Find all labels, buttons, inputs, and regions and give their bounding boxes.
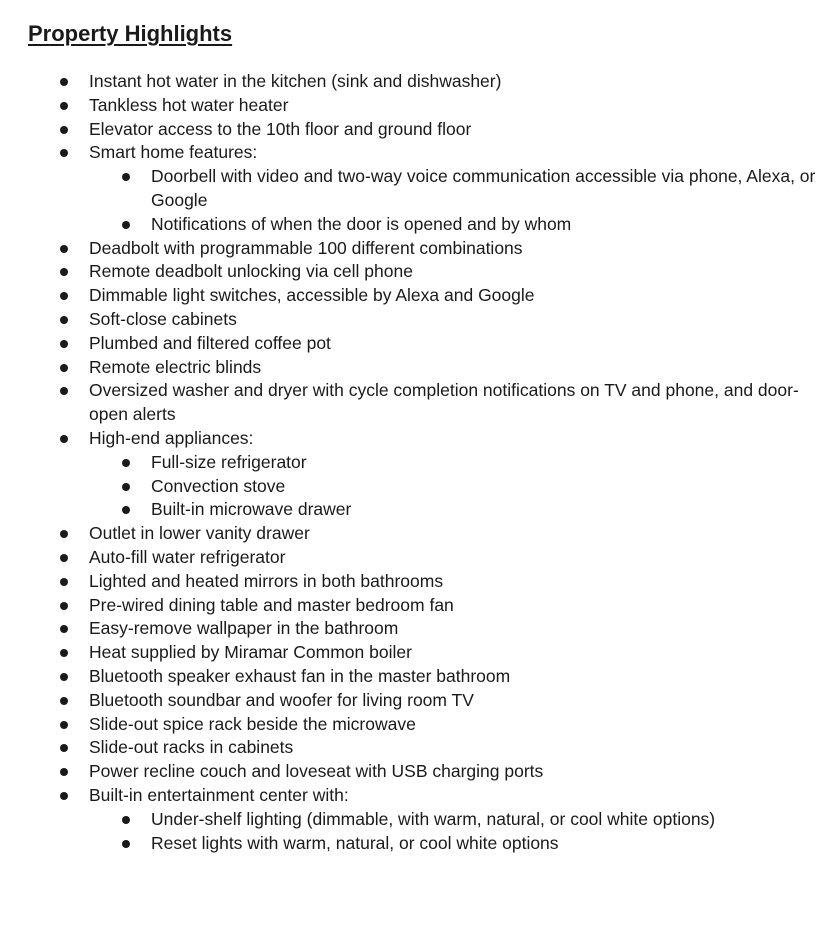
list-item-text: Elevator access to the 10th floor and ground floor xyxy=(89,118,472,139)
list-item-text: Built-in microwave drawer xyxy=(151,499,352,520)
list-item-text: Built-in entertainment center with: xyxy=(89,784,349,805)
list-item xyxy=(0,260,832,284)
list-item xyxy=(0,689,832,713)
bullet-icon xyxy=(122,221,130,229)
bullet-icon xyxy=(60,768,68,776)
list-item xyxy=(0,379,832,427)
list-item xyxy=(0,308,832,332)
list-item xyxy=(0,237,832,261)
list-item-text: Remote electric blinds xyxy=(89,356,262,377)
list-item xyxy=(0,141,832,165)
bullet-icon xyxy=(60,602,68,610)
list-item-text: Pre-wired dining table and master bedroom fan xyxy=(89,594,454,615)
list-item xyxy=(0,332,832,356)
list-item-text: Convection stove xyxy=(151,475,286,496)
bullet-icon xyxy=(60,744,68,752)
sub-list-item xyxy=(0,451,832,475)
list-item xyxy=(0,760,832,784)
list-item-text: Tankless hot water heater xyxy=(89,94,289,115)
list-item xyxy=(0,284,832,308)
bullet-icon xyxy=(60,340,68,348)
bullet-icon xyxy=(60,721,68,729)
bullet-icon xyxy=(60,78,68,86)
bullet-icon xyxy=(60,268,68,276)
list-item xyxy=(0,665,832,689)
bullet-icon xyxy=(60,102,68,110)
bullet-icon xyxy=(60,316,68,324)
bullet-icon xyxy=(122,483,130,491)
sub-list-item xyxy=(0,498,832,522)
bullet-icon xyxy=(122,816,130,824)
list-item-text: Bluetooth speaker exhaust fan in the master bathroom xyxy=(89,665,511,686)
list-item xyxy=(0,641,832,665)
list-item xyxy=(0,94,832,118)
bullet-icon xyxy=(60,578,68,586)
list-item-text: Instant hot water in the kitchen (sink and dishwasher) xyxy=(89,71,502,91)
list-item xyxy=(0,546,832,570)
bullet-icon xyxy=(60,625,68,633)
list-item-text: Doorbell with video and two-way voice communication accessible via phone, Alexa, or Google xyxy=(151,166,816,210)
list-item-text: Deadbolt with programmable 100 different combinations xyxy=(89,237,523,258)
list-item-text: Soft-close cabinets xyxy=(89,308,237,329)
list-item xyxy=(0,118,832,142)
list-item xyxy=(0,70,832,94)
bullet-icon xyxy=(60,697,68,705)
list-item-text: Easy-remove wallpaper in the bathroom xyxy=(89,618,399,639)
list-item-text: Slide-out spice rack beside the microwave xyxy=(89,713,416,734)
sub-list-item xyxy=(0,213,832,237)
list-item-text: Oversized washer and dryer with cycle completion notifications on TV and phone, and door-open alerts xyxy=(89,380,799,425)
highlights-list xyxy=(0,70,832,855)
list-item-text: Under-shelf lighting (dimmable, with warm, natural, or cool white options) xyxy=(151,808,716,829)
bullet-icon xyxy=(60,673,68,681)
list-item-text: Power recline couch and loveseat with USB charging ports xyxy=(89,761,544,782)
list-item-text: Remote deadbolt unlocking via cell phone xyxy=(89,261,413,282)
sub-list-item xyxy=(0,475,832,499)
page-title: Property Highlights xyxy=(28,21,233,46)
bullet-icon xyxy=(60,149,68,157)
bullet-icon xyxy=(122,840,130,848)
list-item-text: Slide-out racks in cabinets xyxy=(89,737,294,758)
list-item-text: Dimmable light switches, accessible by Alexa and Google xyxy=(89,285,535,306)
bullet-icon xyxy=(60,387,68,395)
sub-list-item xyxy=(0,832,832,856)
bullet-icon xyxy=(60,792,68,800)
bullet-icon xyxy=(60,245,68,253)
list-item-text: Plumbed and filtered coffee pot xyxy=(89,332,331,353)
bullet-icon xyxy=(60,364,68,372)
list-item xyxy=(0,617,832,641)
list-item xyxy=(0,427,832,451)
list-item-text: Full-size refrigerator xyxy=(151,451,307,472)
list-item-text: Notifications of when the door is opened and by whom xyxy=(151,213,572,234)
bullet-icon xyxy=(60,126,68,134)
list-item-text: Smart home features: xyxy=(89,142,258,163)
bullet-icon xyxy=(60,530,68,538)
bullet-icon xyxy=(60,292,68,300)
list-item xyxy=(0,736,832,760)
list-item xyxy=(0,713,832,737)
list-item xyxy=(0,522,832,546)
list-item xyxy=(0,570,832,594)
bullet-icon xyxy=(122,459,130,467)
list-item-text: Auto-fill water refrigerator xyxy=(89,546,286,567)
bullet-icon xyxy=(122,173,130,181)
list-item xyxy=(0,594,832,618)
sub-list-item xyxy=(0,808,832,832)
list-item xyxy=(0,784,832,808)
list-item-text: Lighted and heated mirrors in both bathrooms xyxy=(89,570,444,591)
list-item xyxy=(0,356,832,380)
bullet-icon xyxy=(60,649,68,657)
list-item-text: Outlet in lower vanity drawer xyxy=(89,523,310,544)
list-item-text: Reset lights with warm, natural, or cool white options xyxy=(151,832,559,853)
bullet-icon xyxy=(122,506,130,514)
list-item-text: High-end appliances: xyxy=(89,427,254,448)
list-item-text: Bluetooth soundbar and woofer for living room TV xyxy=(89,689,474,710)
bullet-icon xyxy=(60,435,68,443)
sub-list-item xyxy=(0,165,832,213)
bullet-icon xyxy=(60,554,68,562)
list-item-text: Heat supplied by Miramar Common boiler xyxy=(89,642,412,663)
